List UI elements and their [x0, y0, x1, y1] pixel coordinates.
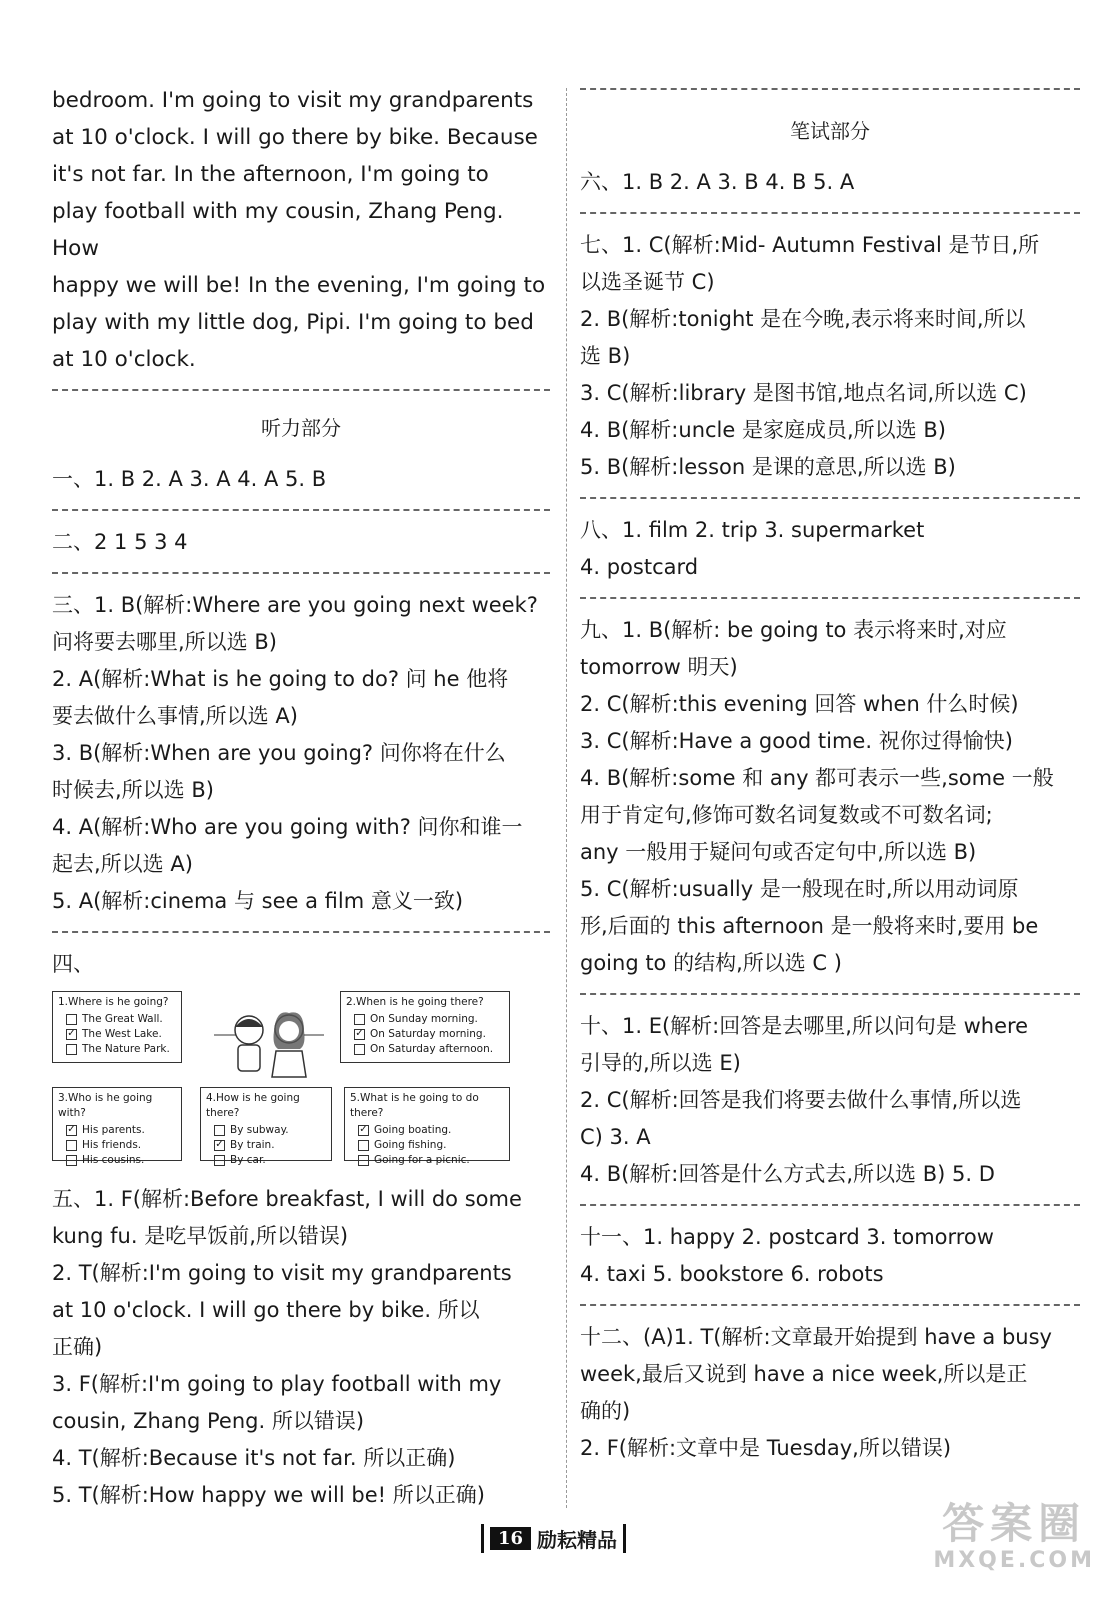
- answer-line: 5. T(解析:How happy we will be! 所以正确): [52, 1483, 485, 1507]
- children-illustration: [214, 1005, 324, 1085]
- answer-line: 4. B(解析:回答是什么方式去,所以选 B) 5. D: [580, 1162, 995, 1186]
- answer-line: 2. A(解析:What is he going to do? 问 he 他将: [52, 667, 509, 691]
- answer-line: at 10 o'clock. I will go there by bike. 所以: [52, 1298, 480, 1322]
- option-text: By train.: [230, 1139, 275, 1151]
- section-7: [580, 227, 1080, 486]
- answer-line: 5. C(解析:usually 是一般现在时,所以用动词原: [580, 877, 1019, 901]
- divider: [580, 88, 1080, 90]
- option-text: On Saturday morning.: [370, 1028, 486, 1040]
- checkbox: [214, 1155, 225, 1166]
- passage-line: at 10 o'clock. I will go there by bike. Because: [52, 125, 538, 150]
- checkbox-checked: ✓: [67, 1124, 76, 1135]
- answer-line: 4. B(解析:uncle 是家庭成员,所以选 B): [580, 418, 946, 442]
- divider: [52, 931, 550, 933]
- answer-line: 确的): [580, 1399, 631, 1423]
- answer-line: week,最后又说到 have a nice week,所以是正: [580, 1362, 1028, 1386]
- question-box-4: [200, 1087, 332, 1166]
- answer-line: 5. A(解析:cinema 与 see a film 意义一致): [52, 889, 464, 913]
- answer-line: 起去,所以选 A): [52, 852, 193, 876]
- option-text: On Saturday afternoon.: [370, 1043, 494, 1055]
- divider: [580, 1304, 1080, 1306]
- question-text: 2.When is he going there?: [346, 996, 484, 1008]
- option-text: By car.: [230, 1154, 266, 1166]
- answer-line: 八、1. film 2. trip 3. supermarket: [580, 518, 925, 542]
- section-8: [580, 512, 1080, 586]
- answer-line: 五、1. F(解析:Before breakfast, I will do some: [52, 1187, 522, 1211]
- question-text: 4.How is he going there?: [206, 1092, 300, 1119]
- option-text: The Great Wall.: [82, 1013, 163, 1025]
- answer-line: 十、1. E(解析:回答是去哪里,所以问句是 where: [580, 1014, 1029, 1038]
- section-4-label: 四、: [52, 952, 94, 976]
- answer-line: 2. B(解析:tonight 是在今晚,表示将来时间,所以: [580, 307, 1026, 331]
- answer-figure: [52, 991, 530, 1175]
- checkbox-checked: ✓: [359, 1124, 368, 1135]
- watermark: [933, 1500, 1095, 1573]
- question-box-3: [52, 1087, 182, 1166]
- answer-line: going to 的结构,所以选 C ): [580, 951, 842, 975]
- divider: [580, 212, 1080, 214]
- divider: [52, 389, 550, 391]
- answer-line: C) 3. A: [580, 1125, 651, 1149]
- answer-line: 引导的,所以选 E): [580, 1051, 741, 1075]
- section-9: [580, 612, 1080, 982]
- option-text: His friends.: [82, 1139, 142, 1151]
- answer-line: 以选圣诞节 C): [580, 270, 715, 294]
- checkbox-checked: ✓: [355, 1028, 364, 1039]
- answer-line: 用于肯定句,修饰可数名词复数或不可数名词;: [580, 803, 993, 827]
- answer-line: 九、1. B(解析: be going to 表示将来时,对应: [580, 618, 1007, 642]
- divider: [580, 993, 1080, 995]
- answer-line: 十二、(A)1. T(解析:文章最开始提到 have a busy: [580, 1325, 1052, 1349]
- answer-line: 4. T(解析:Because it's not far. 所以正确): [52, 1446, 456, 1470]
- checkbox: [214, 1125, 225, 1136]
- answer-line: 2. T(解析:I'm going to visit my grandparents: [52, 1261, 512, 1285]
- option-text: His parents.: [82, 1124, 145, 1136]
- answer-line: 3. C(解析:Have a good time. 祝你过得愉快): [580, 729, 1013, 753]
- column-divider: [566, 88, 567, 1508]
- option-text: Going boating.: [374, 1124, 452, 1136]
- answer-line: 2. C(解析:回答是我们将要去做什么事情,所以选: [580, 1088, 1022, 1112]
- answer-line: tomorrow 明天): [580, 655, 738, 679]
- answer-line: cousin, Zhang Peng. 所以错误): [52, 1409, 365, 1433]
- answer-line: 2. C(解析:this evening 回答 when 什么时候): [580, 692, 1019, 716]
- option-text: Going fishing.: [374, 1139, 447, 1151]
- passage: [52, 82, 550, 378]
- checkbox: [354, 1044, 365, 1055]
- passage-line: play football with my cousin, Zhang Peng. How: [52, 199, 504, 261]
- answer-line: 3. F(解析:I'm going to play football with my: [52, 1372, 502, 1396]
- answer-line: any 一般用于疑问句或否定句中,所以选 B): [580, 840, 977, 864]
- section-3: [52, 587, 550, 920]
- answer-line: kung fu. 是吃早饭前,所以错误): [52, 1224, 349, 1248]
- answer-line: 形,后面的 this afternoon 是一般将来时,要用 be: [580, 914, 1039, 938]
- section-heading-listening: 听力部分: [261, 416, 341, 440]
- checkbox: [66, 1014, 77, 1025]
- answer-line: 5. B(解析:lesson 是课的意思,所以选 B): [580, 455, 956, 479]
- passage-line: at 10 o'clock.: [52, 347, 196, 372]
- option-text: Going for a picnic.: [374, 1154, 470, 1166]
- answer-line: 三、1. B(解析:Where are you going next week?: [52, 593, 538, 617]
- option-text: The West Lake.: [82, 1028, 162, 1040]
- section-10: [580, 1008, 1080, 1193]
- answer-line: 4. taxi 5. bookstore 6. robots: [580, 1262, 884, 1286]
- checkbox: [358, 1155, 369, 1166]
- section-6: 六、1. B 2. A 3. B 4. B 5. A: [580, 170, 855, 194]
- divider: [52, 572, 550, 574]
- footer-badge: [481, 1524, 626, 1553]
- answer-line: 选 B): [580, 344, 631, 368]
- question-text: 3.Who is he going with?: [58, 1092, 153, 1119]
- option-text: On Sunday morning.: [370, 1013, 478, 1025]
- passage-line: happy we will be! In the evening, I'm going to: [52, 273, 546, 298]
- answer-line: 正确): [52, 1335, 103, 1359]
- answer-line: 4. A(解析:Who are you going with? 问你和谁一: [52, 815, 523, 839]
- question-box-2: [340, 991, 510, 1063]
- question-box-5: [344, 1087, 510, 1166]
- question-text: 5.What is he going to do there?: [350, 1092, 479, 1119]
- section-11: [580, 1219, 1080, 1293]
- question-box-1: [52, 991, 182, 1063]
- section-12: [580, 1319, 1080, 1467]
- checkbox: [66, 1140, 77, 1151]
- answer-line: 要去做什么事情,所以选 A): [52, 704, 298, 728]
- right-column: [580, 80, 1080, 1467]
- checkbox-checked: ✓: [67, 1028, 76, 1039]
- passage-line: bedroom. I'm going to visit my grandparents: [52, 88, 534, 113]
- answer-line: 3. B(解析:When are you going? 问你将在什么: [52, 741, 506, 765]
- option-text: By subway.: [230, 1124, 289, 1136]
- answer-line: 2. F(解析:文章中是 Tuesday,所以错误): [580, 1436, 952, 1460]
- section-heading-written: 笔试部分: [790, 119, 870, 143]
- answer-line: 七、1. C(解析:Mid- Autumn Festival 是节日,所: [580, 233, 1040, 257]
- answer-line: 3. C(解析:library 是图书馆,地点名词,所以选 C): [580, 381, 1027, 405]
- passage-line: it's not far. In the afternoon, I'm going to: [52, 162, 489, 187]
- checkbox: [66, 1155, 77, 1166]
- left-column: [52, 80, 550, 1514]
- answer-line: 时候去,所以选 B): [52, 778, 214, 802]
- divider: [580, 497, 1080, 499]
- divider: [580, 1204, 1080, 1206]
- section-1: 一、1. B 2. A 3. A 4. A 5. B: [52, 467, 327, 491]
- checkbox: [358, 1140, 369, 1151]
- passage-line: play with my little dog, Pipi. I'm going to bed: [52, 310, 534, 335]
- watermark-url: MXQE.COM: [933, 1548, 1095, 1573]
- divider: [580, 597, 1080, 599]
- watermark-title: 答案圈: [942, 1499, 1087, 1548]
- checkbox: [66, 1044, 77, 1055]
- checkbox: [354, 1014, 365, 1025]
- checkbox-checked: ✓: [215, 1139, 224, 1150]
- question-text: 1.Where is he going?: [58, 996, 169, 1008]
- brand-name: 励耘精品: [537, 1528, 618, 1552]
- section-2: 二、2 1 5 3 4: [52, 530, 188, 554]
- option-text: His cousins.: [82, 1154, 145, 1166]
- answer-line: 问将要去哪里,所以选 B): [52, 630, 277, 654]
- page-number: 16: [490, 1527, 531, 1550]
- option-text: The Nature Park.: [82, 1043, 170, 1055]
- answer-line: 十一、1. happy 2. postcard 3. tomorrow: [580, 1225, 994, 1249]
- answer-line: 4. B(解析:some 和 any 都可表示一些,some 一般: [580, 766, 1054, 790]
- answer-line: 4. postcard: [580, 555, 699, 579]
- section-5: [52, 1181, 550, 1514]
- divider: [52, 509, 550, 511]
